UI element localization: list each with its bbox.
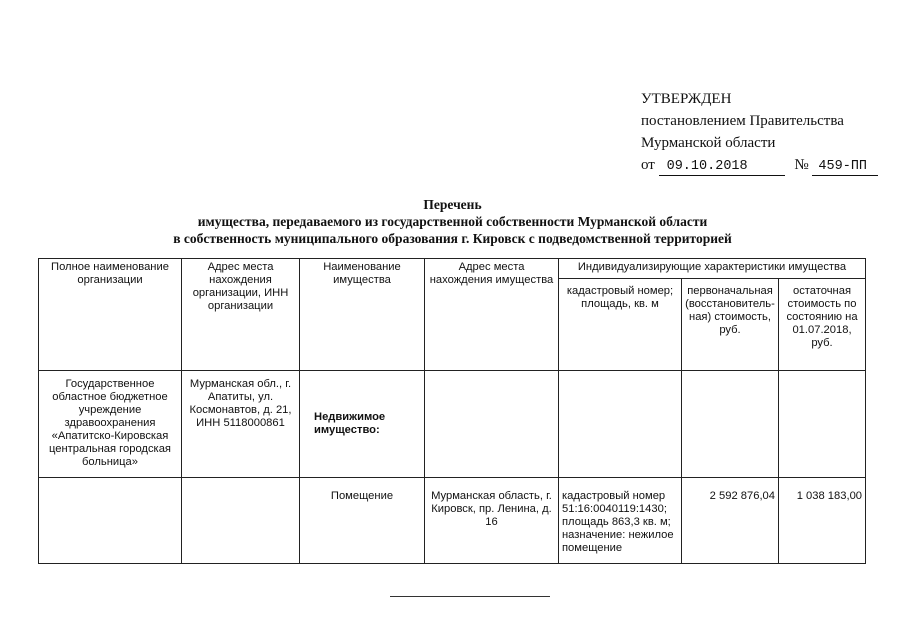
approval-date-line	[641, 154, 878, 176]
end-separator-line	[390, 596, 550, 597]
approval-line-2: Мурманской области	[641, 135, 776, 151]
title-line-3: в собственность муниципального образования г. Кировск с подведомственной территорией	[173, 231, 732, 246]
property-name-cell: Помещение	[300, 478, 425, 564]
header-residual-cost: остаточная стоимость по состоянию на 01.07.2018, руб.	[779, 279, 866, 371]
header-characteristics-group: Индивидуализирующие характеристики имущества	[559, 259, 866, 279]
date-prefix: от	[641, 157, 655, 173]
table-row	[39, 478, 866, 564]
approval-date: 09.10.2018	[659, 159, 785, 176]
header-cadastral: кадастровый номер; площадь, кв. м	[559, 279, 682, 371]
approval-status: УТВЕРЖДЕН	[641, 91, 732, 107]
empty-cell	[425, 371, 559, 478]
property-address-cell: Мурманская область, г. Кировск, пр. Ленина, д. 16	[425, 478, 559, 564]
title-line-1: Перечень	[423, 197, 482, 212]
header-org-address: Адрес места нахождения организации, ИНН организации	[182, 259, 300, 371]
table-row	[39, 371, 866, 478]
empty-cell	[779, 371, 866, 478]
cadastral-cell: кадастровый номер 51:16:0040119:1430; площадь 863,3 кв. м; назначение: нежилое помещение	[559, 478, 682, 564]
empty-cell	[682, 371, 779, 478]
approval-line-1: постановлением Правительства	[641, 113, 844, 129]
header-initial-cost: первоначальная (восстановитель-ная) стоимость, руб.	[682, 279, 779, 371]
org-name-cell: Государственное областное бюджетное учреждение здравоохранения «Апатитско-Кировская центральная городская больница»	[39, 371, 182, 478]
document-title	[0, 196, 905, 247]
header-property-address: Адрес места нахождения имущества	[425, 259, 559, 371]
org-address-cell: Мурманская обл., г. Апатиты, ул. Космонавтов, д. 21, ИНН 5118000861	[182, 371, 300, 478]
header-property-name: Наименование имущества	[300, 259, 425, 371]
empty-cell	[182, 478, 300, 564]
empty-cell	[559, 371, 682, 478]
title-line-2: имущества, передаваемого из государственной собственности Мурманской области	[197, 214, 708, 229]
empty-cell	[39, 478, 182, 564]
number-prefix: №	[794, 157, 809, 173]
property-table	[38, 258, 866, 564]
approval-block	[641, 88, 878, 176]
initial-cost-cell: 2 592 876,04	[682, 478, 779, 564]
header-row-1	[39, 259, 866, 279]
header-org: Полное наименование организации	[39, 259, 182, 371]
residual-cost-cell: 1 038 183,00	[779, 478, 866, 564]
property-category-cell: Недвижимое имущество:	[300, 371, 425, 478]
approval-number: 459-ПП	[812, 159, 878, 176]
